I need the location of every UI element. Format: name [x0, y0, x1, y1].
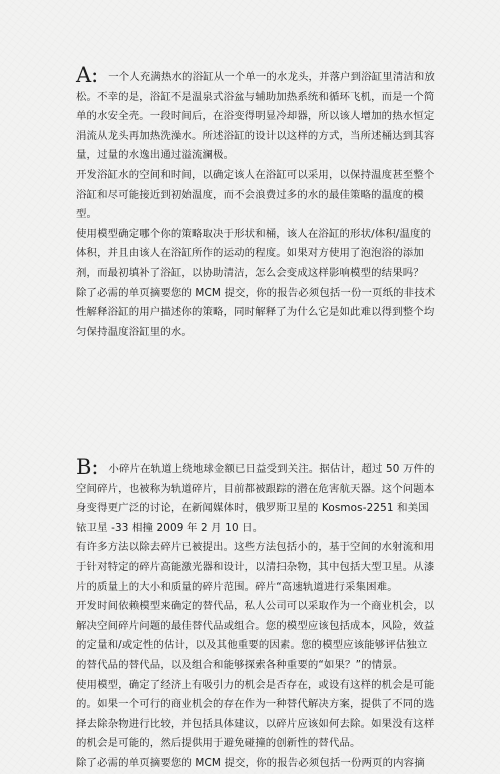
- problem-b-paragraph-2: 有许多方法以除去碎片已被提出。这些方法包括小的，基于空间的水射流和用于针对特定的碎片高能激光器和设计，以清扫杂物，其中包括大型卫星。从漆片的质量上的大小和质量的碎片范围。碎片“高速轨道进行采集困难。: [76, 541, 435, 593]
- problem-a-paragraph-3: 使用模型确定哪个你的策略取决于形状和桶，该人在浴缸的形状/体积/温度的体积，并且由该人在浴缸所作的运动的程度。如果对方使用了泡泡浴的添加剂，而最初填补了浴缸，以协助清洁，怎么会变成这样影响模型的结果吗？: [76, 227, 432, 279]
- problem-a-marker: A:: [76, 63, 99, 87]
- problem-a-paragraph-1: [76, 63, 438, 166]
- problem-a-paragraph-2: 开发浴缸水的空间和时间，以确定该人在浴缸可以采用，以保持温度甚至整个浴缸和尽可能接近到初始温度，而不会浪费过多的水的最佳策略的温度的模型。: [76, 168, 435, 221]
- problem-a-paragraph-1-text: 一个人充满热水的浴缸从一个单一的水龙头，并落户到浴缸里清洁和放松。不幸的是，浴缸不是温泉式浴盆与辅助加热系统和循环飞机，而是一个简单的水安全壳。一段时间后，在浴变得明显冷却器，所以该人增加的热水恒定涓流从龙头再加热洗澡水。所述浴缸的设计以这样的方式，当所述桶达到其容量，过量的水逸出通过溢流澜极。: [76, 71, 436, 162]
- problem-a-paragraph-4: 除了必需的单页摘要您的 MCM 提交，你的报告必须包括一份一页纸的非技术性解释浴缸的用户描述你的策略，同时解释了为什么它是如此难以得到整个均匀保持温度浴缸里的水。: [76, 286, 436, 338]
- problem-a-section: [76, 63, 438, 342]
- problem-b-paragraph-5: 除了必需的单页摘要您的 MCM 提交，你的报告必须包括一份两页的内容摘: [76, 756, 425, 769]
- problem-b-paragraph-1-text: 小碎片在轨道上绕地球金额已日益受到关注。据估计，超过 50 万件的空间碎片，也被称为轨道碎片，目前都被跟踪的潜在危害航天器。这个问题本身变得更广泛的讨论，在新闻媒体时，俄罗斯卫星的 Kosmos-2251 和美国铱卫星 -33 相撞 2009 年 2 月 10 日。: [76, 463, 435, 534]
- problem-b-paragraph-4: 使用模型，确定了经济上有吸引力的机会是否存在，或设有这样的机会是可能的。如果一个可行的商业机会的存在作为一种替代解决方案，提供了不同的选择去除杂物进行比较，并包括具体建议，以碎片应该如何去除。如果没有这样的机会是可能的，然后提供用于避免碰撞的创新性的替代品。: [76, 678, 435, 750]
- problem-b-marker: B:: [76, 455, 99, 479]
- problem-b-section: [76, 455, 438, 774]
- problem-b-paragraph-3: 开发时间依赖模型来确定的替代品，私人公司可以采取作为一个商业机会，以解决空间碎片问题的最佳替代品或组合。您的模型应该包括成本，风险，效益的定量和/或定性的估计，以及其他重要的因素。您的模型应该能够评估独立的替代品的替代品，以及组合和能够探索各种重要的“如果？”的情景。: [76, 600, 435, 671]
- problem-b-paragraph-1: [76, 455, 438, 538]
